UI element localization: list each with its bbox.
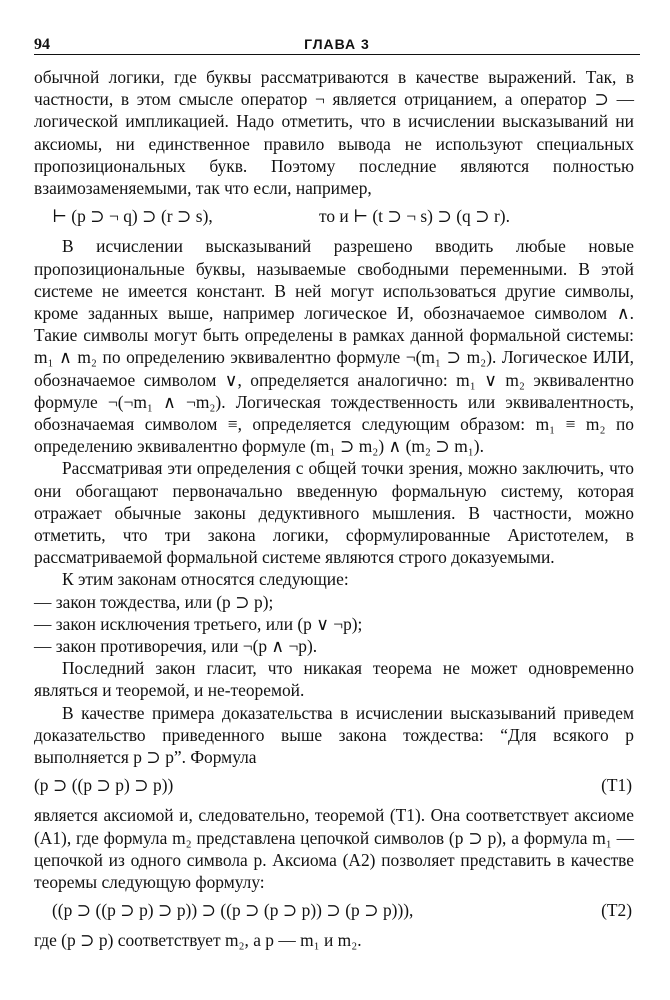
list-item: — закон исключения третьего, или (p ∨ ¬p); xyxy=(34,613,363,634)
paragraph: где (p ⊃ p) соответствует m₂, а p — m₁ и m₂. xyxy=(34,930,362,951)
page-body xyxy=(34,66,634,952)
formula-label: (T2) xyxy=(601,900,632,921)
chapter-title: ГЛАВА 3 xyxy=(304,36,370,52)
formula: то и ⊢ (t ⊃ ¬ s) ⊃ (q ⊃ r). xyxy=(319,206,510,227)
list-item: — закон противоречия, или ¬(p ∧ ¬p). xyxy=(34,636,318,657)
formula-substitution xyxy=(34,205,634,227)
paragraph: Последний закон гласит, что никакая теорема не может одновременно являться и теоремой, и не-теоремой. xyxy=(34,658,634,701)
list-item: — закон тождества, или (p ⊃ p); xyxy=(34,591,274,612)
formula: ⊢ (p ⊃ ¬ q) ⊃ (r ⊃ s), xyxy=(52,206,213,227)
paragraph: является аксиомой и, следовательно, теоремой (T1). Она соответствует аксиоме (A1), где формула m₂ представлена цепочкой символов (p ⊃ p), а формула m₁ — цепочкой из одного символа p. Аксиома (A2) позволяет представить в качестве теоремы следующую формулу: xyxy=(34,805,634,893)
formula-label: (T1) xyxy=(601,775,632,796)
formula-t2 xyxy=(34,899,634,921)
page-header xyxy=(34,36,640,55)
formula: (p ⊃ ((p ⊃ p) ⊃ p)) xyxy=(34,775,174,796)
paragraph: В исчислении высказываний разрешено вводить любые новые пропозициональные буквы, называемые свободными переменными. В этой системе не имеется констант. В ней могут использоваться другие символы, кроме заданных выше, например логическое И, обозначаемое символом ∧. Такие символы могут быть определены в рамках данной формальной системы: m₁ ∧ m₂ по определению эквивалентно формуле ¬(m₁ ⊃ m₂). Логическое ИЛИ, обозначаемое символом ∨, определяется аналогично: m₁ ∨ m₂ эквивалентно формуле ¬(¬m₁ ∧ ¬m₂). Логическая тождественность или эквивалентность, обозначаемая символом ≡, определяется следующим образом: m₁ ≡ m₂ по определению эквивалентно формуле (m₁ ⊃ m₂) ∧ (m₂ ⊃ m₁). xyxy=(34,236,634,457)
paragraph: обычной логики, где буквы рассматриваются в качестве выражений. Так, в частности, в этом смысле оператор ¬ является отрицанием, а оператор ⊃ — логической импликацией. Надо отметить, что в исчислении высказываний ни аксиомы, ни единственное правило вывода не используют специальных пропозициональных букв. Поэтому последние являются полностью взаимозаменяемыми, так что если, например, xyxy=(34,67,634,199)
formula: ((p ⊃ ((p ⊃ p) ⊃ p)) ⊃ ((p ⊃ (p ⊃ p)) ⊃ (p ⊃ p))), xyxy=(52,900,414,921)
formula-t1 xyxy=(34,774,634,796)
page-number: 94 xyxy=(34,36,50,53)
paragraph: К этим законам относятся следующие: xyxy=(62,569,349,590)
paragraph: Рассматривая эти определения с общей точки зрения, можно заключить, что они обогащают первоначально введенную формальную систему, которая отражает обычные законы дедуктивного мышления. В частности, можно отметить, что три закона логики, сформулированные Аристотелем, в рассматриваемой формальной системе являются строго доказуемыми. xyxy=(34,458,634,568)
paragraph: В качестве примера доказательства в исчислении высказываний приведем доказательство приведенного выше закона тождества: “Для всякого p выполняется p ⊃ p”. Формула xyxy=(34,702,634,768)
